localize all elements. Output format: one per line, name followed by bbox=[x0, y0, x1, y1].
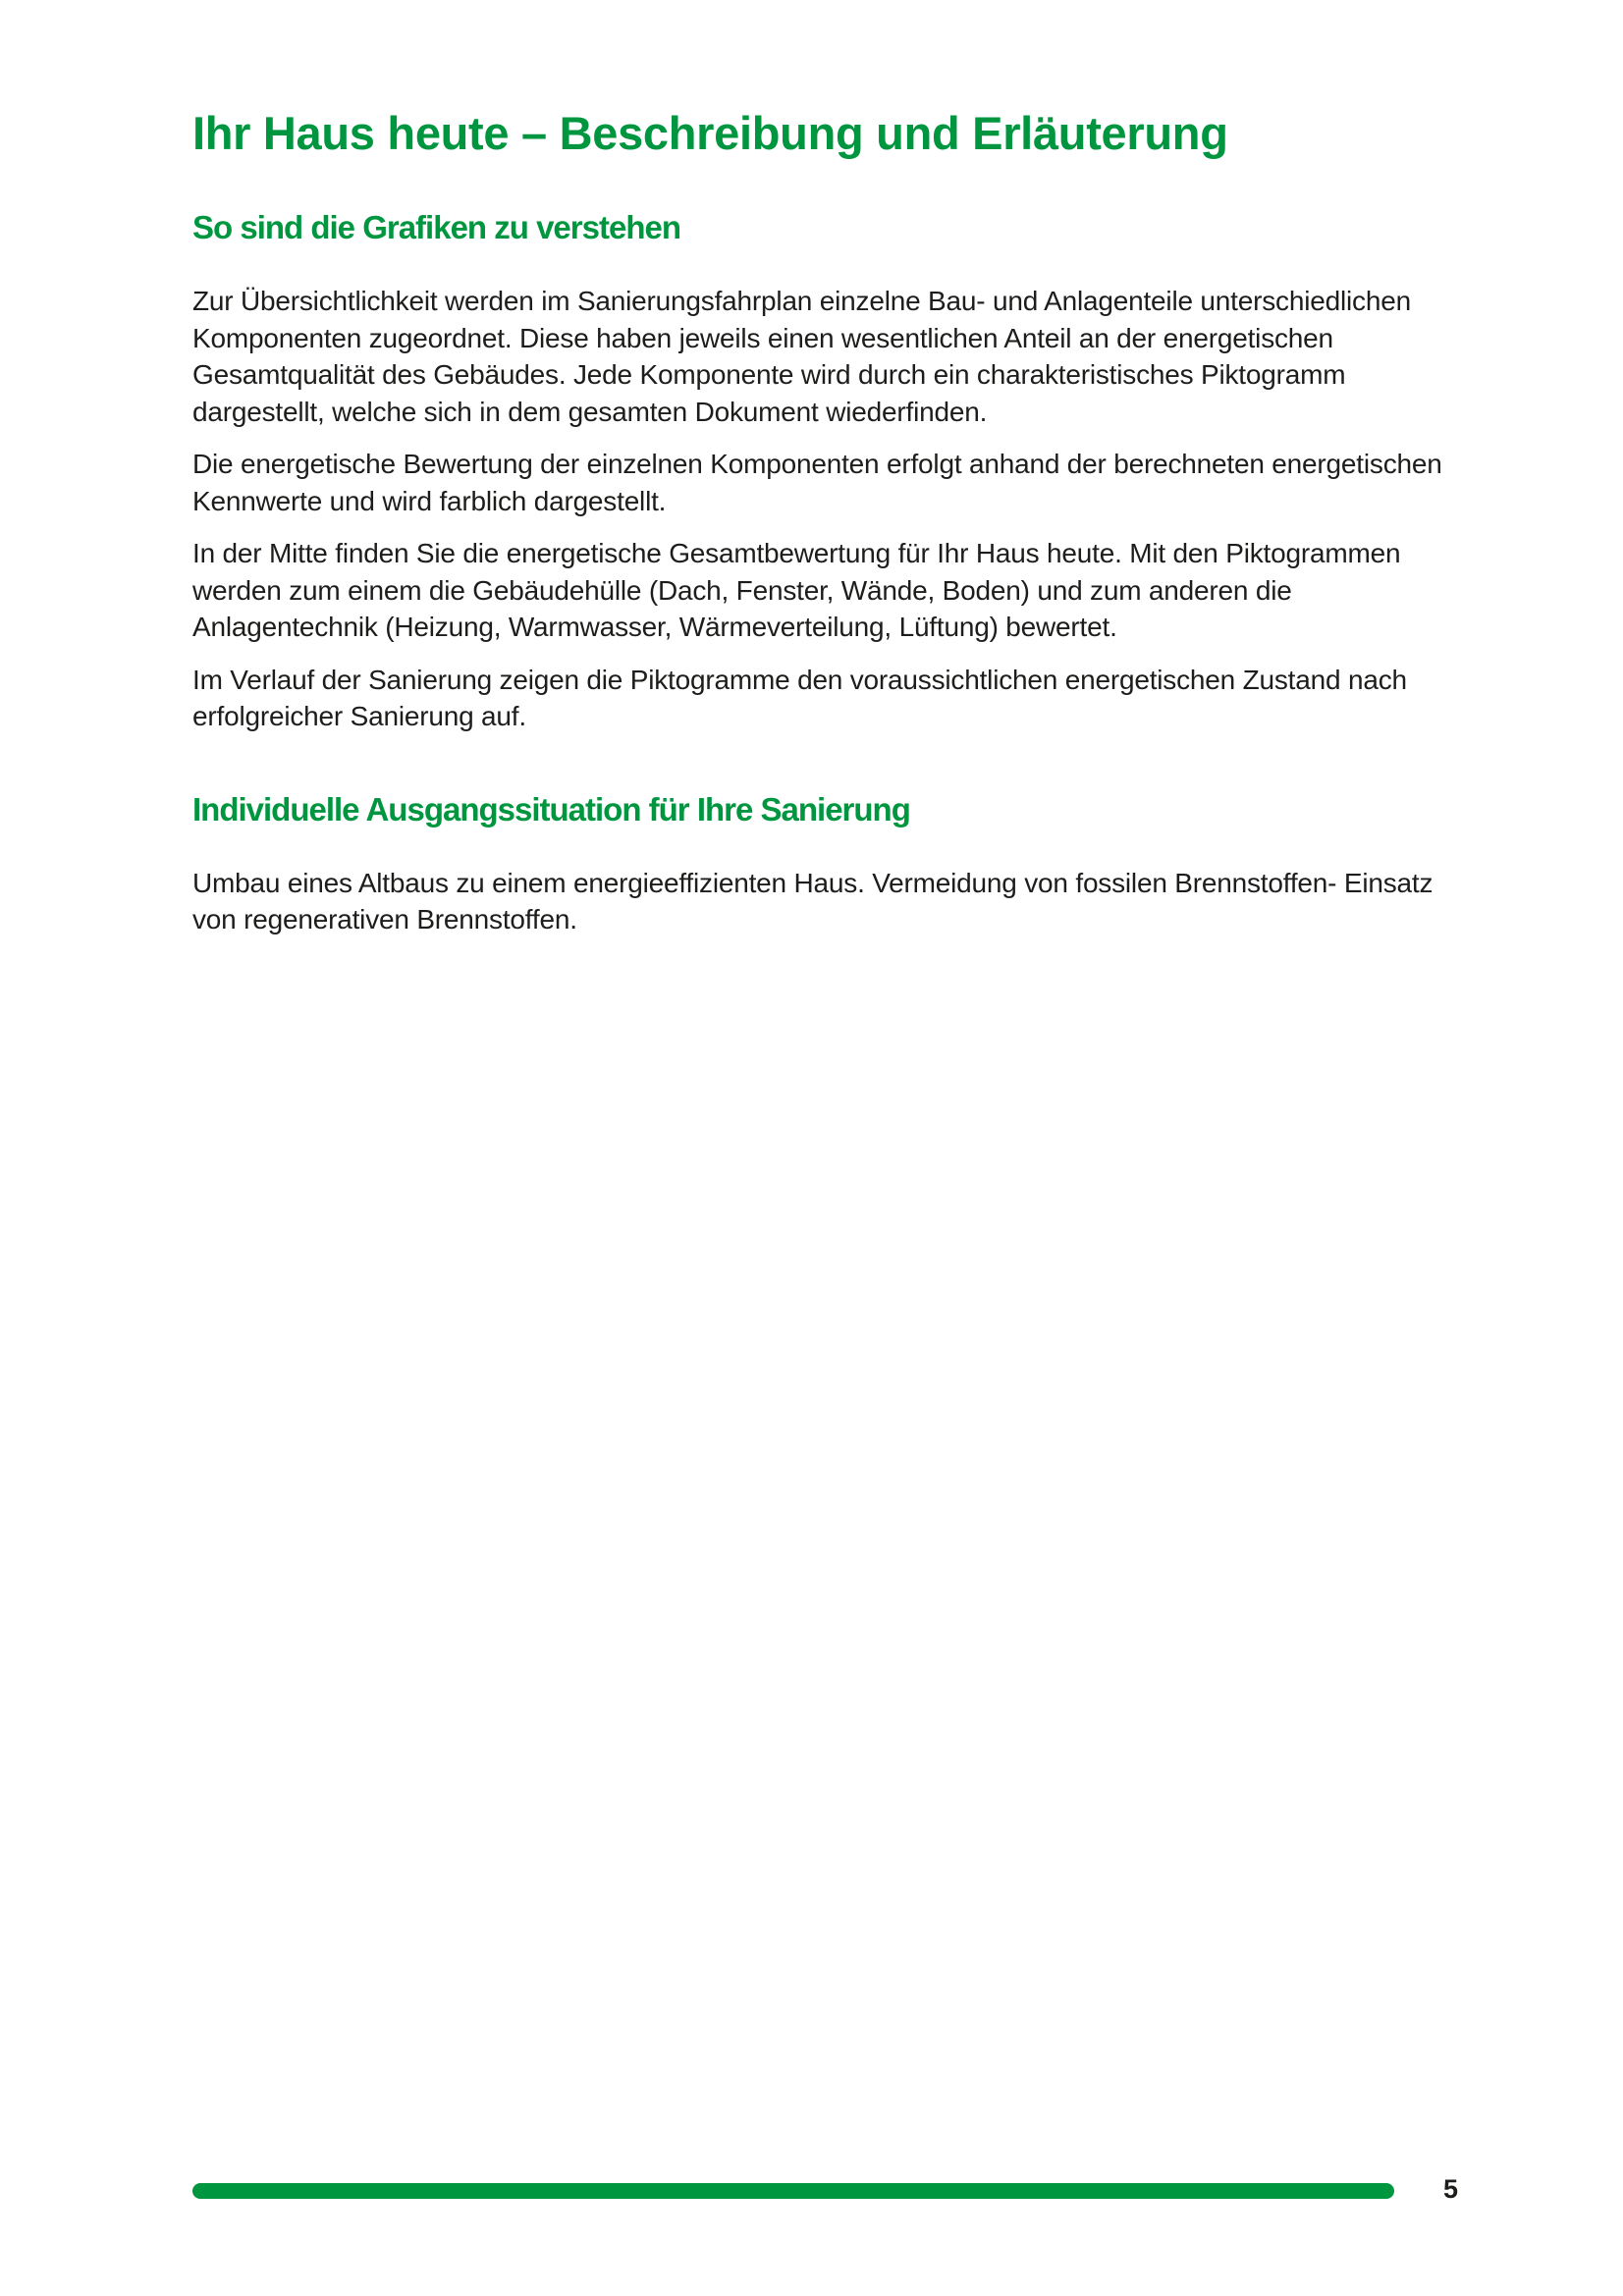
section-heading-grafiken: So sind die Grafiken zu verstehen bbox=[192, 209, 680, 245]
paragraph: Umbau eines Altbaus zu einem energieeffizienten Haus. Vermeidung von fossilen Brennstoffen- Einsatz von regenerativen Brennstoffen. bbox=[192, 867, 1434, 934]
page-content bbox=[192, 102, 1459, 954]
page-title: Ihr Haus heute – Beschreibung und Erläuterung bbox=[192, 107, 1228, 159]
page-number: 5 bbox=[1443, 2174, 1459, 2204]
section-body-ausgangssituation bbox=[192, 865, 1459, 938]
section-heading-ausgangssituation: Individuelle Ausgangssituation für Ihre Sanierung bbox=[192, 790, 910, 828]
paragraph: Zur Übersichtlichkeit werden im Sanierungsfahrplan einzelne Bau- und Anlagenteile unterschiedlichen Komponenten zugeordnet. Diese haben jeweils einen wesentlichen Anteil an der energetischen Gesamtqualität des Gebäudes. Jede Komponente wird durch ein charakteristisches Piktogramm dargestellt, welche sich in dem gesamten Dokument wiederfinden. bbox=[192, 286, 1411, 427]
footer-divider-bar bbox=[192, 2183, 1394, 2199]
section-body-grafiken bbox=[192, 283, 1459, 735]
paragraph: In der Mitte finden Sie die energetische Gesamtbewertung für Ihr Haus heute. Mit den Piktogrammen werden zum einem die Gebäudehülle (Dach, Fenster, Wände, Boden) und zum anderen die Anlagentechnik (Heizung, Warmwasser, Wärmeverteilung, Lüftung) bewertet. bbox=[192, 538, 1401, 642]
paragraph: Im Verlauf der Sanierung zeigen die Piktogramme den voraussichtlichen energetischen Zustand nach erfolgreicher Sanierung auf. bbox=[192, 664, 1407, 731]
paragraph: Die energetische Bewertung der einzelnen Komponenten erfolgt anhand der berechneten energetischen Kennwerte und wird farblich dargestellt. bbox=[192, 449, 1442, 516]
